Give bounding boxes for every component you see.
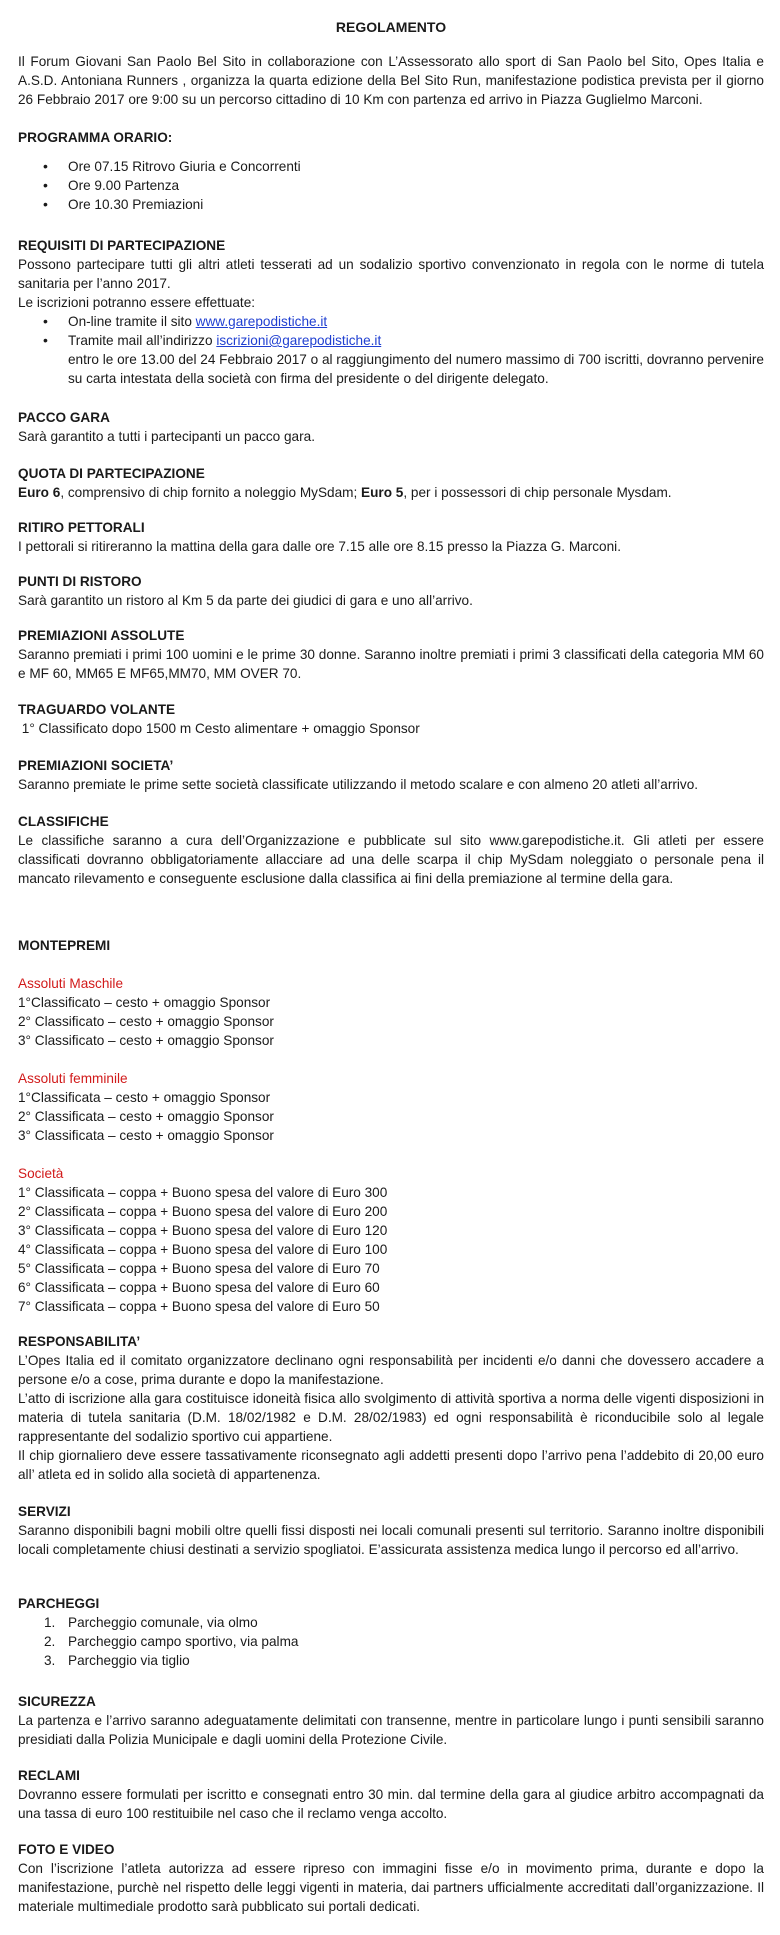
responsabilita-paragraph-1: L’Opes Italia ed il comitato organizzatore declinano ogni responsabilità per incidenti e/o danni che dovessero accadere a persone e/o a cose, prima durante e dopo la manifestazione. — [18, 1353, 764, 1387]
ritiro-heading: RITIRO PETTORALI — [18, 520, 145, 535]
online-label: On-line tramite il sito — [68, 314, 196, 329]
list-item: 5° Classificata – coppa + Buono spesa del valore di Euro 70 — [18, 1261, 380, 1276]
traguardo-section — [18, 700, 764, 738]
classifiche-heading: CLASSIFICHE — [18, 814, 109, 829]
societa-premiazioni-section — [18, 756, 764, 794]
quota-text-1: , comprensivo di chip fornito a noleggio MySdam; — [60, 485, 362, 500]
classifiche-text: Le classifiche saranno a cura dell’Organizzazione e pubblicate sul sito www.garepodistiche.it. Gli atleti per essere classificati dovranno obbligatoriamente allacciare ad una delle scarpa il chip MySdam noleggiato o personale pena il mancato rilevamento e conseguente esclusione dalla classifica ai fini della premiazione al termine della gara. — [18, 833, 764, 886]
page-title: REGOLAMENTO — [335, 19, 447, 35]
list-item — [18, 331, 764, 350]
premiazioni-heading: PREMIAZIONI ASSOLUTE — [18, 628, 185, 643]
iscrizioni-list — [18, 312, 764, 350]
programma-section — [18, 128, 764, 214]
list-item — [18, 1651, 764, 1670]
premiazioni-section — [18, 626, 764, 683]
mail-label: Tramite mail all’indirizzo — [68, 333, 217, 348]
servizi-heading: SERVIZI — [18, 1504, 71, 1519]
reclami-section — [18, 1766, 764, 1823]
quota-price-1: Euro 6 — [18, 485, 61, 500]
societa-heading: Società — [18, 1166, 64, 1181]
list-label: Parcheggio via tiglio — [68, 1653, 190, 1668]
ritiro-text: I pettorali si ritireranno la mattina della gara dalle ore 7.15 alle ore 8.15 presso la Piazza G. Marconi. — [18, 539, 621, 554]
list-item: 2° Classificata – cesto + omaggio Sponsor — [18, 1109, 274, 1124]
pacco-section — [18, 408, 764, 446]
list-number: 1. — [44, 1615, 56, 1630]
ristoro-section — [18, 572, 764, 610]
foto-text: Con l’iscrizione l’atleta autorizza ad essere ripreso con immagini fisse e/o in movimento prima, durante e dopo la manifestazione, purchè nel rispetto delle leggi vigenti in materia, dai partners ufficialmente accreditati dall’organizzazione. Il materiale multimediale prodotto sarà pubblicato sui portali dedicati. — [18, 1861, 764, 1914]
list-item: 3° Classificata – cesto + omaggio Sponsor — [18, 1128, 274, 1143]
garepodistiche-link[interactable]: www.garepodistiche.it — [195, 314, 328, 329]
assoluti-femminile-heading: Assoluti femminile — [18, 1071, 128, 1086]
list-item: 2° Classificato – cesto + omaggio Sponsor — [18, 1014, 274, 1029]
societa-premiazioni-heading: PREMIAZIONI SOCIETA’ — [18, 758, 174, 773]
list-item: 1°Classificata – cesto + omaggio Sponsor — [18, 1090, 271, 1105]
montepremi-heading: MONTEPREMI — [18, 938, 111, 953]
list-item: 1°Classificato – cesto + omaggio Sponsor — [18, 995, 271, 1010]
programma-list — [18, 157, 764, 214]
montepremi-section — [18, 936, 764, 1316]
iscrizioni-text: Le iscrizioni potranno essere effettuate: — [18, 295, 256, 310]
iscrizioni-email-link[interactable]: iscrizioni@garepodistiche.it — [216, 333, 382, 348]
list-item: 2° Classificata – coppa + Buono spesa del valore di Euro 200 — [18, 1204, 388, 1219]
list-item: • Ore 07.15 Ritrovo Giuria e Concorrenti — [18, 157, 764, 176]
pacco-text: Sarà garantito a tutti i partecipanti un pacco gara. — [18, 429, 315, 444]
list-item: 4° Classificata – coppa + Buono spesa del valore di Euro 100 — [18, 1242, 388, 1257]
classifiche-section — [18, 812, 764, 888]
requisiti-text: Possono partecipare tutti gli altri atleti tesserati ad un sodalizio sportivo convenzionato in regola con le norme di tutela sanitaria per l’anno 2017. — [18, 257, 764, 291]
foto-section — [18, 1840, 764, 1916]
requisiti-section — [18, 236, 764, 388]
list-item — [18, 312, 764, 331]
requisiti-heading: REQUISITI DI PARTECIPAZIONE — [18, 238, 226, 253]
sicurezza-section — [18, 1692, 764, 1749]
quota-price-2: Euro 5 — [361, 485, 404, 500]
list-item: 1° Classificata – coppa + Buono spesa del valore di Euro 300 — [18, 1185, 388, 1200]
list-item — [18, 1632, 764, 1651]
sicurezza-heading: SICUREZZA — [18, 1694, 96, 1709]
parcheggi-section — [18, 1594, 764, 1670]
list-item: 7° Classificata – coppa + Buono spesa del valore di Euro 50 — [18, 1299, 380, 1314]
deadline-text: entro le ore 13.00 del 24 Febbraio 2017 o al raggiungimento del numero massimo di 700 iscritti, dovranno pervenire su carta intestata della società con firma del presidente o del dirigente delegato. — [68, 352, 764, 386]
traguardo-text: 1° Classificato dopo 1500 m Cesto alimentare + omaggio Sponsor — [18, 721, 420, 736]
ritiro-section — [18, 518, 764, 556]
list-label: Parcheggio campo sportivo, via palma — [68, 1634, 299, 1649]
responsabilita-section — [18, 1332, 764, 1484]
list-item: • Ore 9.00 Partenza — [18, 176, 764, 195]
quota-text — [18, 483, 764, 502]
responsabilita-heading: RESPONSABILITA’ — [18, 1334, 141, 1349]
premiazioni-text: Saranno premiati i primi 100 uomini e le prime 30 donne. Saranno inoltre premiati i primi 3 classificati della categoria MM 60 e MF 60, MM65 E MF65,MM70, MM OVER 70. — [18, 647, 764, 681]
assoluti-maschile-heading: Assoluti Maschile — [18, 976, 124, 991]
list-number: 3. — [44, 1653, 56, 1668]
societa-premiazioni-text: Saranno premiate le prime sette società classificate utilizzando il metodo scalare e con almeno 20 atleti all’arrivo. — [18, 777, 699, 792]
servizi-section — [18, 1502, 764, 1559]
responsabilita-paragraph-3: Il chip giornaliero deve essere tassativamente riconsegnato agli addetti presenti dopo l’arrivo pena l’addebito di 20,00 euro all’ atleta ed in solido alla società di appartenenza. — [18, 1448, 764, 1482]
programma-heading: PROGRAMMA ORARIO: — [18, 130, 173, 145]
parcheggi-list — [18, 1613, 764, 1670]
quota-section — [18, 464, 764, 502]
servizi-text: Saranno disponibili bagni mobili oltre quelli fissi disposti nei locali comunali presenti sul territorio. Saranno inoltre disponibili locali completamente chiusi destinati a servizio spogliatoi. E’assicurata assistenza medica lungo il percorso ed all’arrivo. — [18, 1523, 764, 1557]
ristoro-text: Sarà garantito un ristoro al Km 5 da parte dei giudici di gara e uno all’arrivo. — [18, 593, 473, 608]
list-item: • Ore 10.30 Premiazioni — [18, 195, 764, 214]
quota-text-2: , per i possessori di chip personale Mysdam. — [403, 485, 672, 500]
responsabilita-paragraph-2: L’atto di iscrizione alla gara costituisce idoneità fisica allo svolgimento di attività sportiva a norma delle vigenti disposizioni in materia di tutela sanitaria (D.M. 18/02/1982 e D.M. 28/02/1983) ed ogni responsabilità è riconducibile solo al legale rappresentante del sodalizio sportivo cui appartiene. — [18, 1391, 764, 1444]
sicurezza-text: La partenza e l’arrivo saranno adeguatamente delimitati con transenne, mentre in particolare lungo i punti sensibili saranno presidiati dalla Polizia Municipale e dagli uomini della Protezione Civile. — [18, 1713, 764, 1747]
pacco-heading: PACCO GARA — [18, 410, 110, 425]
list-item — [18, 1613, 764, 1632]
reclami-text: Dovranno essere formulati per iscritto e consegnati entro 30 min. dal termine della gara al giudice arbitro accompagnati da una tassa di euro 100 restituibile nel caso che il reclamo venga accolto. — [18, 1787, 764, 1821]
list-number: 2. — [44, 1634, 56, 1649]
list-item: 6° Classificata – coppa + Buono spesa del valore di Euro 60 — [18, 1280, 380, 1295]
foto-heading: FOTO E VIDEO — [18, 1842, 115, 1857]
list-label: Parcheggio comunale, via olmo — [68, 1615, 258, 1630]
reclami-heading: RECLAMI — [18, 1768, 80, 1783]
intro-paragraph: Il Forum Giovani San Paolo Bel Sito in collaborazione con L’Assessorato allo sport di San Paolo bel Sito, Opes Italia e A.S.D. Antoniana Runners , organizza la quarta edizione della Bel Sito Run, manifestazione podistica prevista per il giorno 26 Febbraio 2017 ore 9:00 su un percorso cittadino di 10 Km con partenza ed arrivo in Piazza Guglielmo Marconi. — [18, 54, 764, 107]
traguardo-heading: TRAGUARDO VOLANTE — [18, 702, 176, 717]
quota-heading: QUOTA DI PARTECIPAZIONE — [18, 466, 205, 481]
parcheggi-heading: PARCHEGGI — [18, 1596, 100, 1611]
list-item: 3° Classificato – cesto + omaggio Sponsor — [18, 1033, 274, 1048]
list-item: 3° Classificata – coppa + Buono spesa del valore di Euro 120 — [18, 1223, 388, 1238]
ristoro-heading: PUNTI DI RISTORO — [18, 574, 142, 589]
